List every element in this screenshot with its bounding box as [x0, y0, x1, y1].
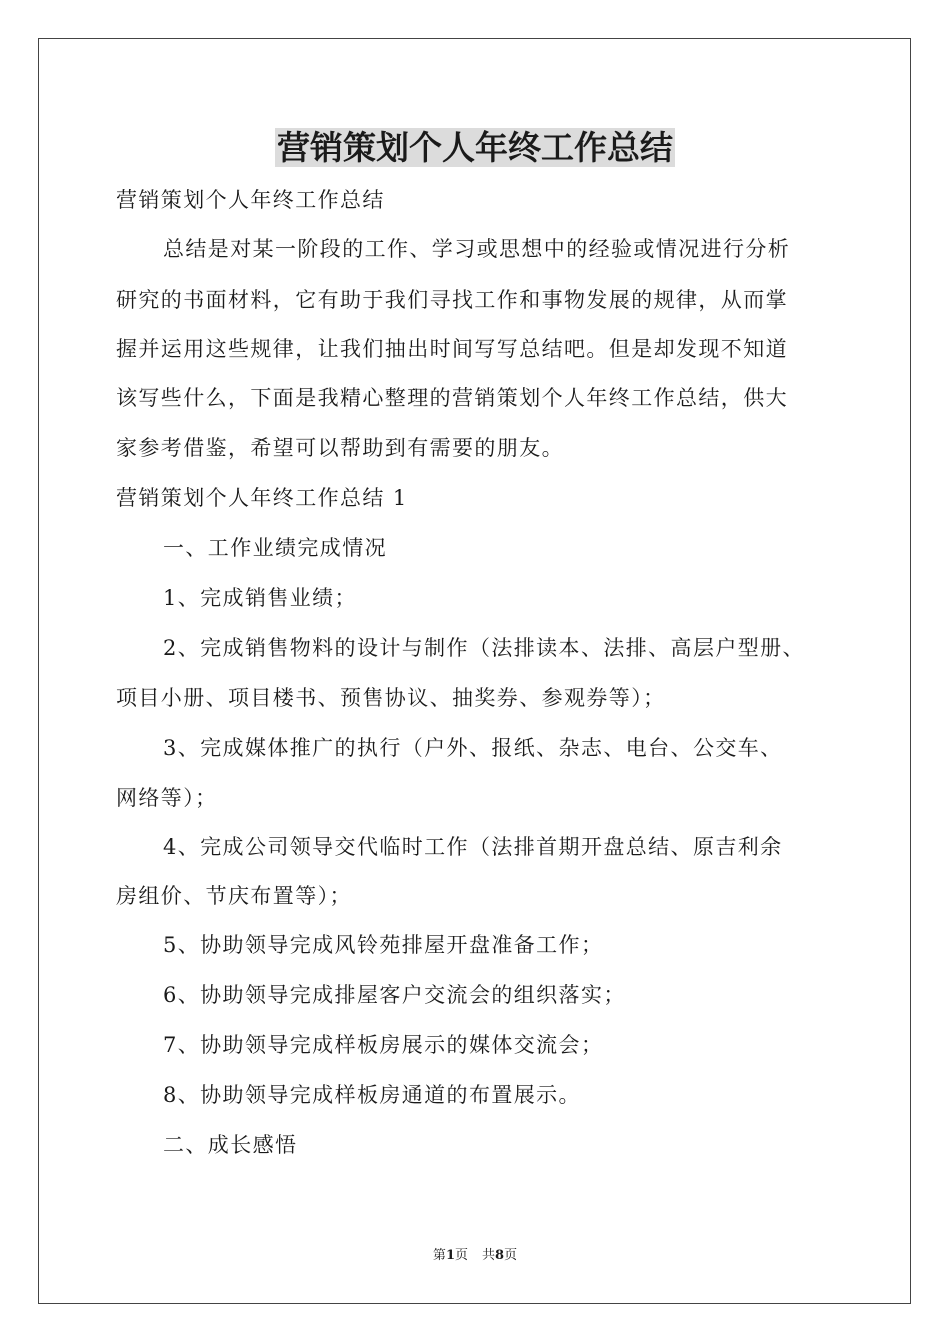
footer-total-pages: 8: [495, 1248, 505, 1263]
list-item: 2、完成销售物料的设计与制作（法排读本、法排、高层户型册、: [163, 636, 805, 660]
list-item: 4、完成公司领导交代临时工作（法排首期开盘总结、原吉利余: [163, 835, 783, 859]
list-item: 8、协助领导完成样板房通道的布置展示。: [163, 1083, 581, 1107]
paragraph-line: 握并运用这些规律，让我们抽出时间写写总结吧。但是却发现不知道: [116, 337, 788, 361]
list-item-continued: 网络等）；: [116, 786, 218, 810]
subsection-heading: 二、成长感悟: [163, 1133, 298, 1157]
document-title-text: 营销策划个人年终工作总结: [277, 128, 673, 167]
subsection-heading: 一、工作业绩完成情况: [163, 536, 387, 560]
list-item: 3、完成媒体推广的执行（户外、报纸、杂志、电台、公交车、: [163, 736, 783, 760]
list-item-continued: 项目小册、项目楼书、预售协议、抽奖券、参观券等）；: [116, 686, 666, 710]
list-item: 5、协助领导完成风铃苑排屋开盘准备工作；: [163, 933, 604, 957]
footer-total-prefix: 共: [482, 1248, 496, 1263]
footer-page-prefix: 第: [432, 1248, 446, 1263]
paragraph-line: 家参考借鉴，希望可以帮助到有需要的朋友。: [116, 436, 564, 460]
section-heading: 营销策划个人年终工作总结 1: [116, 486, 408, 510]
list-item-continued: 房组价、节庆布置等）；: [116, 884, 352, 908]
paragraph-line: 研究的书面材料，它有助于我们寻找工作和事物发展的规律，从而掌: [116, 288, 788, 312]
paragraph-line: 总结是对某一阶段的工作、学习或思想中的经验或情况进行分析: [163, 237, 791, 261]
page-border: [38, 38, 911, 1304]
footer-total-suffix: 页: [504, 1248, 518, 1263]
paragraph-line: 该写些什么，下面是我精心整理的营销策划个人年终工作总结，供大: [116, 386, 788, 410]
subtitle-line: 营销策划个人年终工作总结: [116, 188, 385, 212]
list-item: 6、协助领导完成排屋客户交流会的组织落实；: [163, 983, 626, 1007]
page-footer: [0, 1247, 950, 1265]
footer-page-number: 1: [445, 1248, 455, 1263]
footer-page-suffix: 页: [454, 1248, 468, 1263]
list-item: 7、协助领导完成样板房展示的媒体交流会；: [163, 1033, 604, 1057]
list-item: 1、完成销售业绩；: [163, 586, 357, 610]
document-title: [0, 126, 950, 170]
